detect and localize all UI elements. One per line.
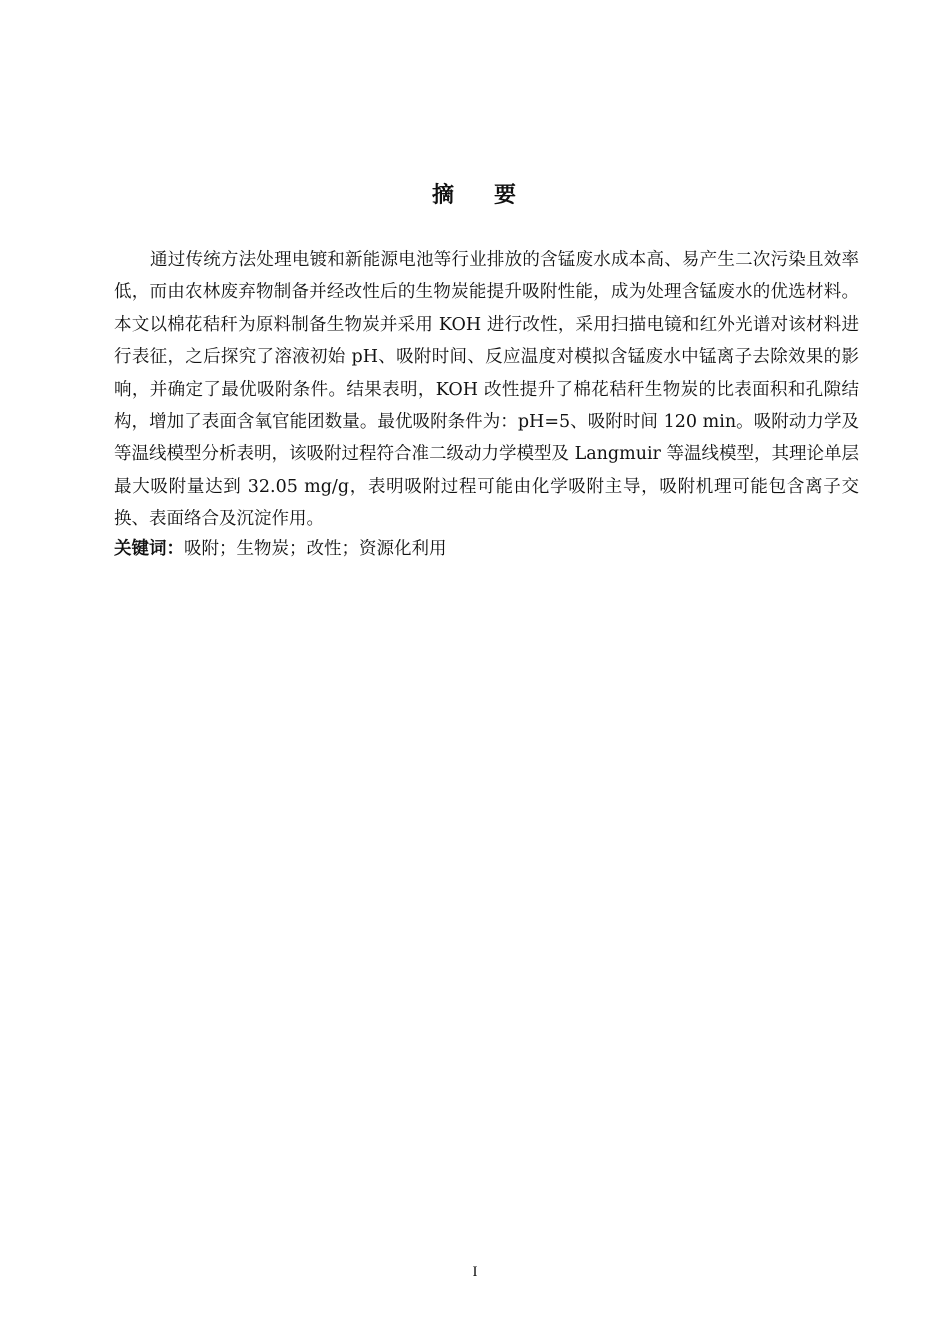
keywords-label: 关键词： bbox=[114, 539, 184, 559]
keywords-line bbox=[114, 533, 859, 565]
heading-char-2: 要 bbox=[494, 183, 519, 208]
heading-char-1: 摘 bbox=[431, 183, 456, 208]
keywords-value: 吸附；生物炭；改性；资源化利用 bbox=[184, 539, 447, 559]
page-number: I bbox=[472, 1264, 478, 1280]
abstract-body: 通过传统方法处理电镀和新能源电池等行业排放的含锰废水成本高、易产生二次污染且效率低，而由农林废弃物制备并经改性后的生物炭能提升吸附性能，成为处理含锰废水的优选材料。本文以棉花秸秆为原料制备生物炭并采用 KOH 进行改性，采用扫描电镜和红外光谱对该材料进行表征，之后探究了溶液初始 pH、吸附时间、反应温度对模拟含锰废水中锰离子去除效果的影响，并确定了最优吸附条件。结果表明，KOH 改性提升了棉花秸秆生物炭的比表面积和孔隙结构，增加了表面含氧官能团数量。最优吸附条件为：pH=5、吸附时间 120 min。吸附动力学及等温线模型分析表明，该吸附过程符合准二级动力学模型及 Langmuir 等温线模型，其理论单层最大吸附量达到 32.05 mg/g，表明吸附过程可能由化学吸附主导，吸附机理可能包含离子交换、表面络合及沉淀作用。 bbox=[114, 250, 859, 530]
abstract-heading bbox=[0, 178, 950, 209]
